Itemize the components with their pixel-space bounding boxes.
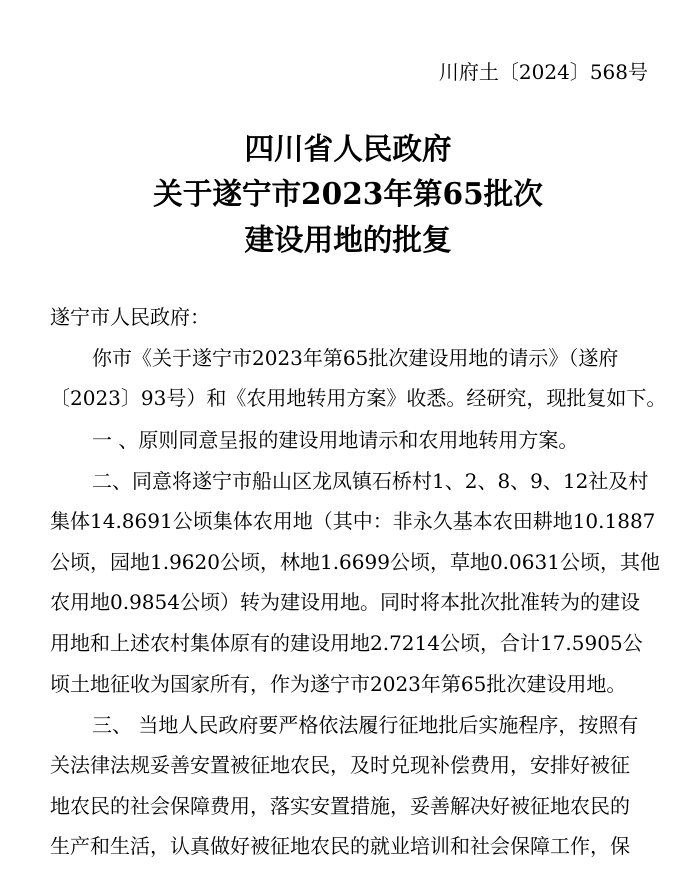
body-line: 三、 当地人民政府要严格依法履行征地批后实施程序，按照有 <box>92 713 639 737</box>
body-line: 关法律法规妥善安置被征地农民，及时兑现补偿费用，安排好被征 <box>50 753 630 777</box>
body-line: 一 、原则同意呈报的建设用地请示和农用地转用方案。 <box>92 428 579 452</box>
body-line: 农用地0.9854公顷）转为建设用地。同时将本批次批准转为的建设 <box>50 590 640 614</box>
body-line: 顷土地征收为国家所有，作为遂宁市2023年第65批次建设用地。 <box>50 672 627 696</box>
body-line: 用地和上述农村集体原有的建设用地2.7214公顷，合计17.5905公 <box>50 631 643 655</box>
body-line: 生产和生活，认真做好被征地农民的就业培训和社会保障工作，保 <box>50 834 630 858</box>
title-line-2: 关于遂宁市2023年第65批次 <box>153 176 543 211</box>
body-line: 〔2023〕93号）和《农用地转用方案》收悉。经研究，现批复如下。 <box>50 386 667 410</box>
title-line-1: 四川省人民政府 <box>244 131 452 166</box>
body-line: 你市《关于遂宁市2023年第65批次建设用地的请示》（遂府 <box>92 346 619 370</box>
title-line-3: 建设用地的批复 <box>244 222 452 257</box>
body-line: 地农民的社会保障费用，落实安置措施，妥善解决好被征地农民的 <box>50 794 630 818</box>
body-line: 集体14.8691公顷集体农用地（其中：非永久基本农田耕地10.1887 <box>50 509 656 533</box>
document-number: 川府土〔2024〕568号 <box>438 60 648 84</box>
addressee: 遂宁市人民政府： <box>50 305 210 329</box>
body-line: 公顷，园地1.9620公顷，林地1.6699公顷，草地0.0631公顷，其他 <box>50 550 660 574</box>
body-line: 二、同意将遂宁市船山区龙凤镇石桥村1、2、8、9、12社及村 <box>92 469 649 493</box>
